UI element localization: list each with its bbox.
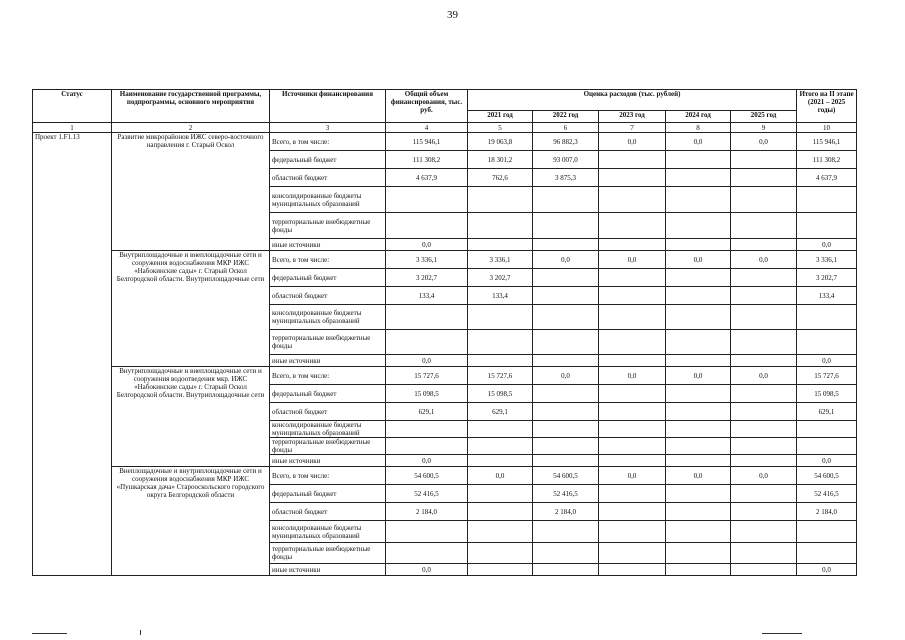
value-cell — [533, 421, 599, 438]
value-cell — [599, 151, 666, 169]
page-number: 39 — [447, 9, 458, 21]
value-cell: 3 336,1 — [386, 251, 468, 269]
value-cell — [533, 543, 599, 564]
value-cell: 0,0 — [731, 367, 797, 385]
value-cell — [797, 305, 857, 330]
header-total: Общий объем финансирования, тыс. руб. — [386, 90, 468, 123]
value-cell — [533, 187, 599, 213]
funding-source-cell: консолидированные бюджеты муниципальных образований — [270, 187, 386, 213]
header-year: 2025 год — [731, 111, 797, 123]
value-cell — [731, 355, 797, 367]
funding-source-cell: иные источники — [270, 564, 386, 576]
value-cell — [468, 187, 533, 213]
value-cell — [599, 503, 666, 521]
value-cell: 15 098,5 — [797, 385, 857, 403]
value-cell — [533, 305, 599, 330]
value-cell — [731, 187, 797, 213]
value-cell — [666, 403, 731, 421]
value-cell: 0,0 — [666, 467, 731, 485]
scan-mark — [140, 630, 141, 635]
header-status: Статус — [33, 90, 112, 123]
value-cell: 2 184,0 — [533, 503, 599, 521]
funding-source-cell: консолидированные бюджеты муниципальных образований — [270, 421, 386, 438]
value-cell: 629,1 — [797, 403, 857, 421]
value-cell — [468, 455, 533, 467]
value-cell — [599, 564, 666, 576]
value-cell: 52 416,5 — [797, 485, 857, 503]
value-cell — [386, 187, 468, 213]
value-cell: 629,1 — [386, 403, 468, 421]
value-cell — [533, 213, 599, 239]
value-cell — [599, 521, 666, 543]
value-cell — [533, 403, 599, 421]
value-cell — [533, 287, 599, 305]
value-cell — [599, 213, 666, 239]
value-cell: 0,0 — [797, 455, 857, 467]
funding-source-cell: областной бюджет — [270, 503, 386, 521]
value-cell: 0,0 — [386, 455, 468, 467]
value-cell — [731, 503, 797, 521]
value-cell — [599, 385, 666, 403]
value-cell — [386, 438, 468, 455]
column-number: 3 — [270, 123, 386, 133]
value-cell — [666, 355, 731, 367]
activity-name-cell: Внутриплощадочные и внеплощадочные сети и сооружения водоснабжения МКР ИЖС «Набокинские сады» г. Старый Оскол Белгородской области. Внутриплощадочные сети — [112, 251, 270, 367]
table-body — [33, 133, 857, 576]
value-cell — [468, 239, 533, 251]
funding-source-cell: Всего, в том числе: — [270, 467, 386, 485]
value-cell — [666, 438, 731, 455]
value-cell — [731, 239, 797, 251]
funding-source-cell: федеральный бюджет — [270, 269, 386, 287]
value-cell — [666, 564, 731, 576]
value-cell — [386, 213, 468, 239]
value-cell: 0,0 — [386, 239, 468, 251]
value-cell — [599, 403, 666, 421]
value-cell — [797, 330, 857, 355]
funding-source-cell: иные источники — [270, 455, 386, 467]
value-cell: 115 946,1 — [386, 133, 468, 151]
scan-mark — [762, 633, 802, 634]
status-cell: Проект 1.F1.13 — [33, 133, 112, 576]
value-cell — [666, 421, 731, 438]
table-row — [33, 251, 857, 269]
value-cell: 93 007,0 — [533, 151, 599, 169]
value-cell — [797, 543, 857, 564]
value-cell: 3 202,7 — [386, 269, 468, 287]
value-cell: 111 308,2 — [386, 151, 468, 169]
funding-source-cell: областной бюджет — [270, 169, 386, 187]
value-cell: 0,0 — [797, 564, 857, 576]
value-cell: 2 184,0 — [386, 503, 468, 521]
value-cell: 3 202,7 — [797, 269, 857, 287]
value-cell — [599, 239, 666, 251]
value-cell: 0,0 — [386, 355, 468, 367]
value-cell: 15 727,6 — [468, 367, 533, 385]
value-cell: 54 600,5 — [533, 467, 599, 485]
value-cell — [731, 438, 797, 455]
value-cell — [731, 403, 797, 421]
value-cell — [533, 564, 599, 576]
value-cell — [533, 438, 599, 455]
value-cell: 0,0 — [666, 251, 731, 269]
value-cell — [599, 187, 666, 213]
funding-source-cell: территориальные внебюджетные фонды — [270, 438, 386, 455]
header-name: Наименование государственной программы, подпрограммы, основного мероприятия — [112, 90, 270, 123]
value-cell — [468, 564, 533, 576]
value-cell: 15 098,5 — [468, 385, 533, 403]
funding-source-cell: федеральный бюджет — [270, 485, 386, 503]
value-cell — [533, 269, 599, 287]
value-cell — [666, 187, 731, 213]
value-cell: 0,0 — [731, 133, 797, 151]
value-cell — [666, 543, 731, 564]
value-cell — [731, 169, 797, 187]
value-cell — [599, 543, 666, 564]
value-cell: 4 637,9 — [797, 169, 857, 187]
value-cell — [599, 438, 666, 455]
value-cell: 629,1 — [468, 403, 533, 421]
value-cell: 111 308,2 — [797, 151, 857, 169]
funding-source-cell: Всего, в том числе: — [270, 133, 386, 151]
value-cell — [797, 187, 857, 213]
value-cell: 115 946,1 — [797, 133, 857, 151]
value-cell — [468, 521, 533, 543]
funding-source-cell: территориальные внебюджетные фонды — [270, 330, 386, 355]
value-cell — [599, 421, 666, 438]
value-cell — [468, 330, 533, 355]
value-cell — [797, 421, 857, 438]
activity-name-cell: Внеплощадочные и внутриплощадочные сети и сооружения водоснабжения МКР ИЖС «Пушкарская дача» Старооскольского городского округа Белгородской области — [112, 467, 270, 576]
value-cell: 2 184,0 — [797, 503, 857, 521]
value-cell — [666, 269, 731, 287]
funding-source-cell: консолидированные бюджеты муниципальных образований — [270, 305, 386, 330]
value-cell — [666, 503, 731, 521]
value-cell — [599, 269, 666, 287]
value-cell: 3 336,1 — [797, 251, 857, 269]
column-number: 6 — [533, 123, 599, 133]
value-cell — [468, 305, 533, 330]
value-cell — [666, 330, 731, 355]
table-row — [33, 467, 857, 485]
value-cell — [666, 213, 731, 239]
value-cell — [731, 330, 797, 355]
value-cell — [386, 330, 468, 355]
scan-mark — [32, 633, 67, 634]
value-cell: 0,0 — [599, 367, 666, 385]
value-cell — [386, 543, 468, 564]
funding-source-cell: федеральный бюджет — [270, 385, 386, 403]
value-cell: 0,0 — [533, 367, 599, 385]
value-cell — [386, 421, 468, 438]
funding-source-cell: территориальные внебюджетные фонды — [270, 213, 386, 239]
value-cell — [599, 169, 666, 187]
value-cell — [666, 169, 731, 187]
value-cell — [468, 543, 533, 564]
column-number: 1 — [33, 123, 112, 133]
value-cell: 15 727,6 — [386, 367, 468, 385]
value-cell — [533, 521, 599, 543]
value-cell — [386, 521, 468, 543]
header-year: 2021 год — [468, 111, 533, 123]
funding-source-cell: областной бюджет — [270, 403, 386, 421]
value-cell: 3 202,7 — [468, 269, 533, 287]
column-number: 5 — [468, 123, 533, 133]
value-cell — [666, 485, 731, 503]
value-cell: 54 600,5 — [797, 467, 857, 485]
value-cell: 0,0 — [666, 367, 731, 385]
column-number: 10 — [797, 123, 857, 133]
financing-table — [32, 89, 857, 576]
value-cell — [533, 385, 599, 403]
value-cell — [797, 438, 857, 455]
table-row — [33, 133, 857, 151]
value-cell — [599, 355, 666, 367]
value-cell: 0,0 — [731, 467, 797, 485]
funding-source-cell: территориальные внебюджетные фонды — [270, 543, 386, 564]
value-cell — [797, 521, 857, 543]
value-cell — [797, 213, 857, 239]
value-cell — [386, 305, 468, 330]
funding-source-cell: иные источники — [270, 239, 386, 251]
value-cell — [666, 521, 731, 543]
header-year: 2022 год — [533, 111, 599, 123]
value-cell: 96 882,3 — [533, 133, 599, 151]
value-cell: 15 727,6 — [797, 367, 857, 385]
funding-source-cell: Всего, в том числе: — [270, 251, 386, 269]
column-number: 4 — [386, 123, 468, 133]
value-cell — [599, 305, 666, 330]
value-cell: 0,0 — [599, 251, 666, 269]
value-cell: 0,0 — [599, 133, 666, 151]
value-cell — [666, 455, 731, 467]
value-cell — [731, 485, 797, 503]
header-year: 2023 год — [599, 111, 666, 123]
value-cell: 0,0 — [731, 251, 797, 269]
value-cell — [731, 521, 797, 543]
value-cell: 133,4 — [468, 287, 533, 305]
column-number: 9 — [731, 123, 797, 133]
value-cell — [666, 385, 731, 403]
value-cell — [468, 421, 533, 438]
value-cell: 0,0 — [468, 467, 533, 485]
header-sources: Источники финансирования — [270, 90, 386, 123]
funding-source-cell: консолидированные бюджеты муниципальных образований — [270, 521, 386, 543]
value-cell: 19 063,8 — [468, 133, 533, 151]
value-cell — [468, 355, 533, 367]
value-cell — [666, 287, 731, 305]
value-cell — [468, 503, 533, 521]
value-cell — [666, 239, 731, 251]
funding-source-cell: иные источники — [270, 355, 386, 367]
value-cell: 0,0 — [533, 251, 599, 269]
header-stage-total: Итого на II этапе (2021 – 2025 годы) — [797, 90, 857, 123]
value-cell: 762,6 — [468, 169, 533, 187]
value-cell — [533, 330, 599, 355]
activity-name-cell: Развитие микрорайонов ИЖС северо-восточного направления г. Старый Оскол — [112, 133, 270, 251]
value-cell — [468, 213, 533, 239]
value-cell: 0,0 — [666, 133, 731, 151]
value-cell — [599, 287, 666, 305]
value-cell — [533, 355, 599, 367]
value-cell — [599, 330, 666, 355]
value-cell: 0,0 — [797, 355, 857, 367]
value-cell — [731, 385, 797, 403]
value-cell: 15 098,5 — [386, 385, 468, 403]
value-cell — [666, 151, 731, 169]
value-cell — [731, 269, 797, 287]
value-cell — [468, 485, 533, 503]
funding-source-cell: федеральный бюджет — [270, 151, 386, 169]
value-cell — [533, 455, 599, 467]
value-cell: 0,0 — [599, 467, 666, 485]
header-year: 2024 год — [666, 111, 731, 123]
value-cell — [731, 151, 797, 169]
value-cell: 4 637,9 — [386, 169, 468, 187]
value-cell: 3 875,3 — [533, 169, 599, 187]
value-cell — [468, 438, 533, 455]
value-cell: 0,0 — [797, 239, 857, 251]
value-cell — [731, 564, 797, 576]
header-estimate: Оценка расходов (тыс. рублей) — [468, 90, 797, 111]
funding-source-cell: областной бюджет — [270, 287, 386, 305]
table-row — [33, 367, 857, 385]
value-cell: 133,4 — [797, 287, 857, 305]
funding-source-cell: Всего, в том числе: — [270, 367, 386, 385]
value-cell — [731, 213, 797, 239]
value-cell: 52 416,5 — [533, 485, 599, 503]
value-cell — [666, 305, 731, 330]
value-cell: 133,4 — [386, 287, 468, 305]
column-number: 8 — [666, 123, 731, 133]
value-cell: 54 600,5 — [386, 467, 468, 485]
value-cell — [731, 421, 797, 438]
value-cell — [731, 455, 797, 467]
value-cell — [731, 305, 797, 330]
column-number: 2 — [112, 123, 270, 133]
activity-name-cell: Внутриплощадочные и внеплощадочные сети и сооружения водоотведения мкр. ИЖС «Набокинские сады» г. Старый Оскол Белгородской области. Внутриплощадочные сети — [112, 367, 270, 467]
value-cell: 0,0 — [386, 564, 468, 576]
value-cell — [533, 239, 599, 251]
value-cell — [599, 455, 666, 467]
value-cell: 3 336,1 — [468, 251, 533, 269]
value-cell — [599, 485, 666, 503]
value-cell: 52 416,5 — [386, 485, 468, 503]
column-number: 7 — [599, 123, 666, 133]
value-cell — [731, 287, 797, 305]
value-cell: 18 301,2 — [468, 151, 533, 169]
value-cell — [731, 543, 797, 564]
